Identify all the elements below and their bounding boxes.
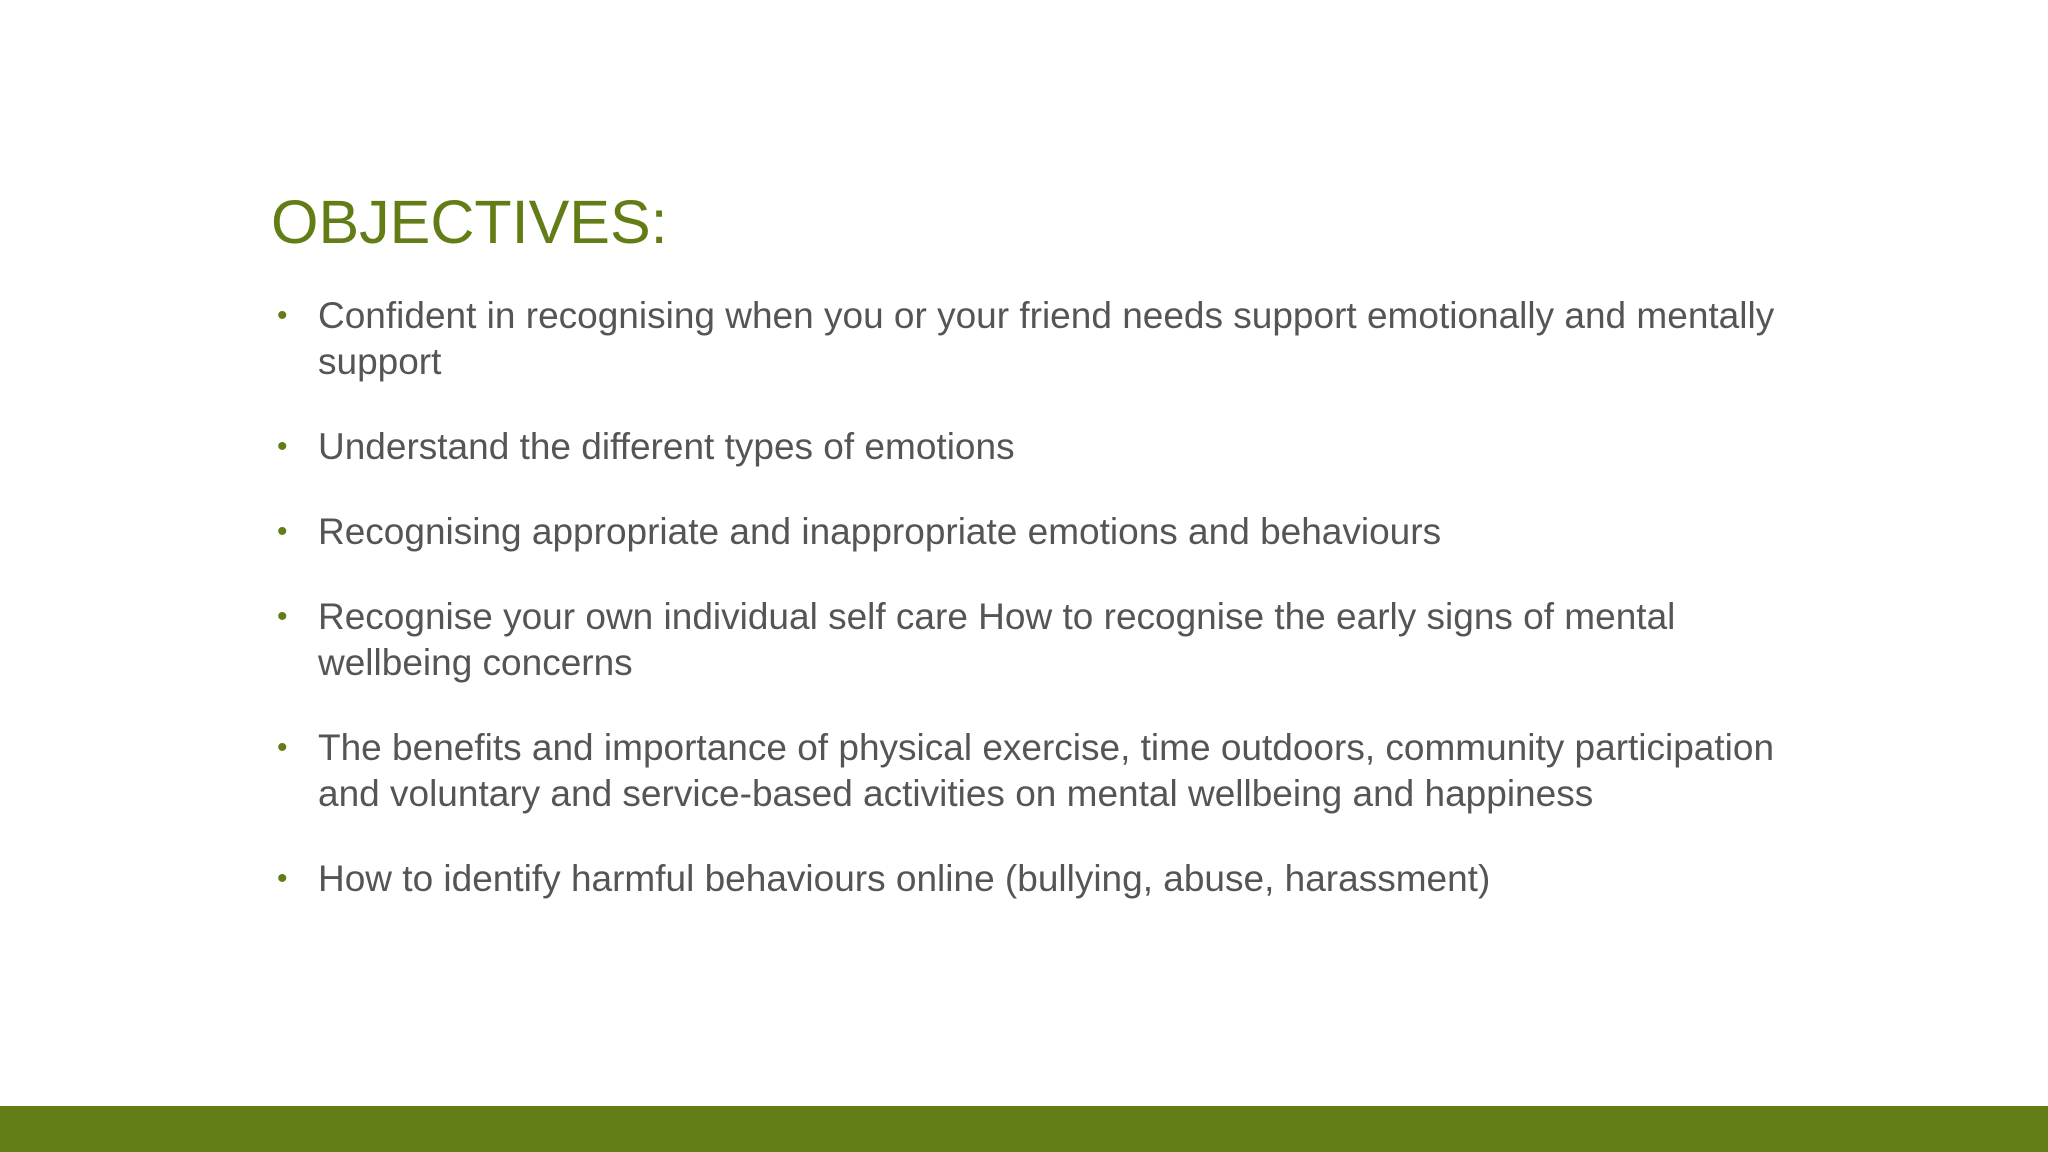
list-item: [277, 509, 1777, 555]
list-item-text: How to identify harmful behaviours online (bullying, abuse, harassment): [318, 858, 1491, 899]
bullet-dot-icon: •: [277, 731, 288, 764]
list-item: [277, 594, 1777, 686]
objectives-list: [277, 293, 1777, 941]
list-item-text: Recognise your own individual self care How to recognise the early signs of mental wellbeing concerns: [318, 596, 1676, 683]
list-item-text: Confident in recognising when you or your friend needs support emotionally and mentally support: [318, 295, 1775, 382]
bullet-dot-icon: •: [277, 430, 288, 463]
list-item-text: Understand the different types of emotions: [318, 426, 1015, 467]
list-item: [277, 293, 1777, 385]
list-item-text: Recognising appropriate and inappropriate emotions and behaviours: [318, 511, 1442, 552]
list-item: [277, 424, 1777, 470]
list-item-text: The benefits and importance of physical exercise, time outdoors, community participation and voluntary and service-based activities on mental wellbeing and happiness: [318, 727, 1775, 814]
bullet-dot-icon: •: [277, 515, 288, 548]
bullet-dot-icon: •: [277, 600, 288, 633]
list-item: [277, 856, 1777, 902]
slide-title: OBJECTIVES:: [271, 188, 668, 256]
bullet-dot-icon: •: [277, 862, 288, 895]
footer-accent-bar: [0, 1106, 2048, 1152]
bullet-dot-icon: •: [277, 299, 288, 332]
list-item: [277, 725, 1777, 817]
